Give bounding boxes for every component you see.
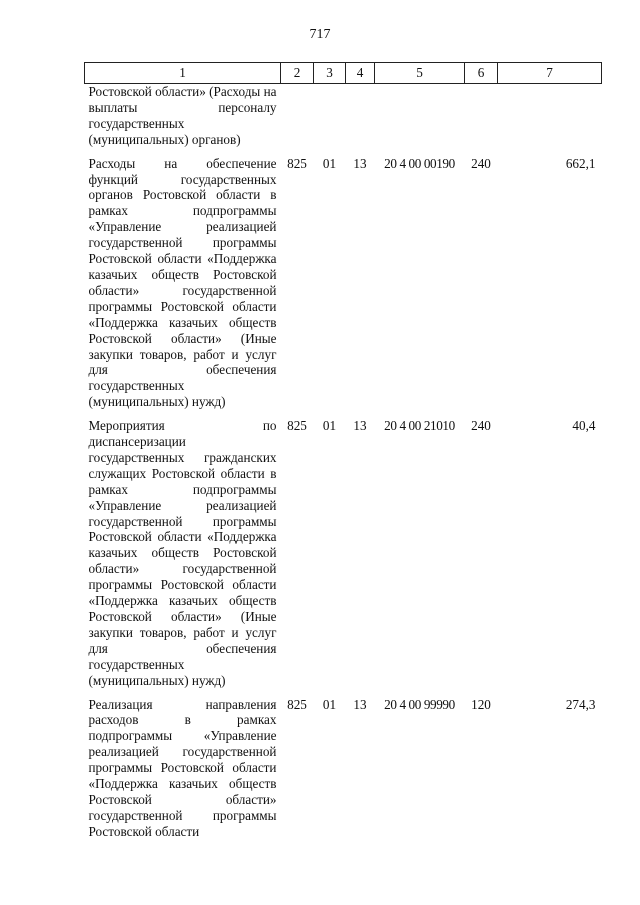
table-row: [85, 156, 602, 411]
page-number: 717: [309, 27, 331, 42]
row-expense-type: 120: [471, 696, 491, 712]
row-description: Мероприятия по диспансеризации государственных гражданских служащих Ростовской области в рамках подпрограммы «Управление реализацией государственной программы Ростовской области «Поддержка казачьих обществ Ростовской области» государственной программы Ростовской области «Поддержка казачьих обществ Ростовской области» (Иные закупки товаров, работ и услуг для обеспечения государственных (муниципальных) нужд): [88, 418, 277, 688]
row-description: Ростовской области» (Расходы на выплаты персоналу государственных (муниципальных) органов): [88, 84, 277, 147]
row-target-article: [375, 84, 465, 148]
row-expense-type: 240: [471, 418, 491, 434]
header-col-5: 5: [375, 63, 465, 84]
row-section: 01: [322, 418, 337, 434]
row-description: Реализация направления расходов в рамках подпрограммы «Управление реализацией государственной программы Ростовской области «Поддержка казачьих обществ Ростовской области» государственной программы Ростовской области: [88, 696, 277, 839]
row-expense-type: 240: [471, 155, 491, 171]
row-subsection: 13: [353, 418, 367, 434]
row-ministry-code: 825: [287, 696, 307, 712]
table-header: [85, 63, 602, 84]
row-amount: 40,4: [572, 418, 596, 434]
row-target-article: 20 4 00 21010: [384, 418, 455, 434]
row-section: [314, 84, 346, 148]
header-col-6: 6: [465, 63, 498, 84]
table-row: [85, 84, 602, 148]
row-subsection: 13: [353, 155, 367, 171]
row-target-article: 20 4 00 99990: [384, 696, 455, 712]
row-target-article: 20 4 00 00190: [384, 155, 455, 171]
header-col-3: 3: [314, 63, 346, 84]
row-ministry-code: [281, 84, 314, 148]
row-subsection: [346, 84, 375, 148]
row-ministry-code: 825: [287, 418, 307, 434]
header-col-2: 2: [281, 63, 314, 84]
header-col-7: 7: [498, 63, 602, 84]
row-section: 01: [322, 155, 337, 171]
row-description: Расходы на обеспечение функций государственных органов Ростовской области в рамках подпрограммы «Управление реализацией государственной программы Ростовской области «Поддержка казачьих обществ Ростовской области» государственной программы Ростовской области «Поддержка казачьих обществ Ростовской области» (Иные закупки товаров, работ и услуг для обеспечения государственных (муниципальных) нужд): [88, 155, 277, 410]
table-row: [85, 418, 602, 688]
header-col-1: 1: [85, 63, 281, 84]
row-expense-type: [465, 84, 498, 148]
row-subsection: 13: [353, 696, 367, 712]
header-col-4: 4: [346, 63, 375, 84]
budget-table: [84, 62, 602, 840]
row-ministry-code: 825: [287, 155, 307, 171]
table-row: [85, 697, 602, 840]
row-amount: 274,3: [565, 696, 596, 712]
row-amount: [498, 84, 602, 148]
row-amount: 662,1: [565, 155, 596, 171]
row-section: 01: [322, 696, 337, 712]
